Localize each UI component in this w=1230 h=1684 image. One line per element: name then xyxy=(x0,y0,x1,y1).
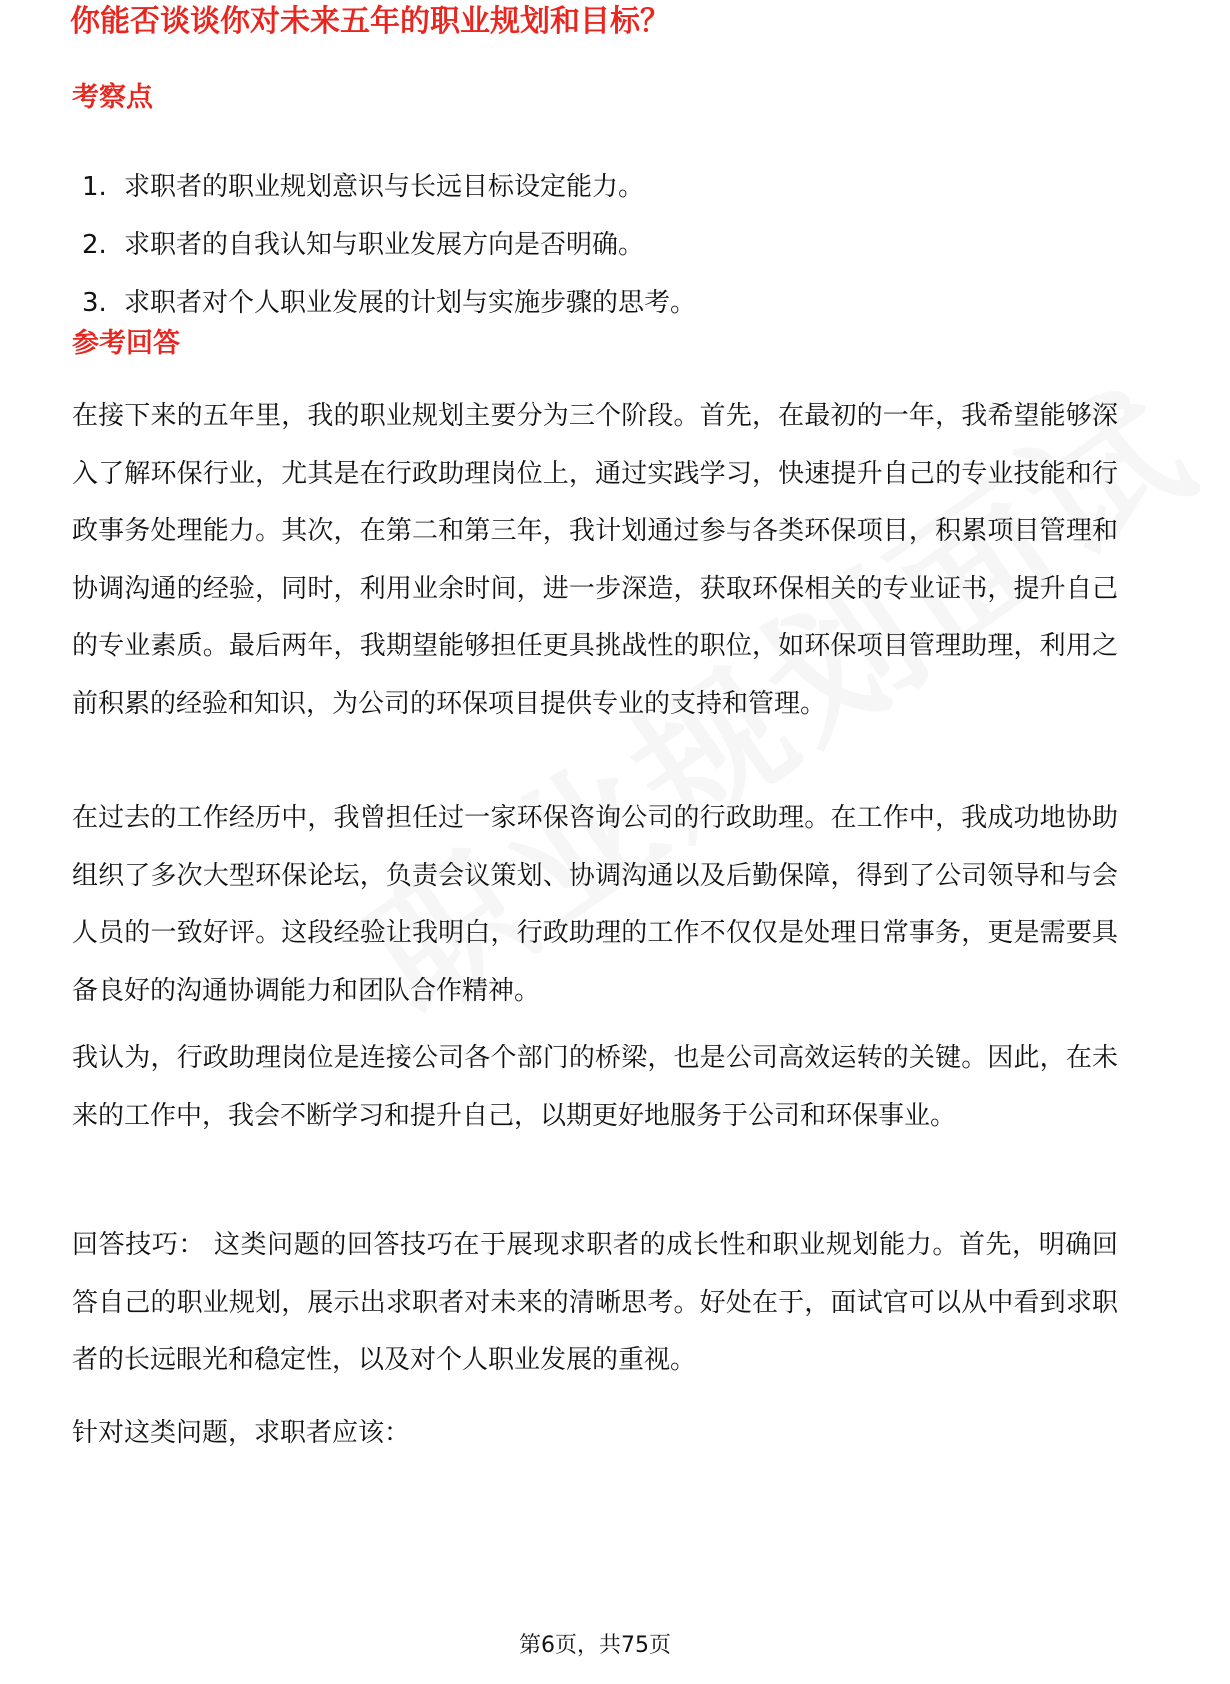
list-item-number: 1. xyxy=(82,172,107,202)
page-number-footer: 第6页，共75页 xyxy=(519,1633,671,1658)
list-item-text: 求职者的自我认知与职业发展方向是否明确。 xyxy=(124,230,645,260)
list-item-text: 求职者的职业规划意识与长远目标设定能力。 xyxy=(124,172,645,202)
answer-paragraph-3: 我认为，行政助理岗位是连接公司各个部门的桥梁，也是公司高效运转的关键。因此，在未来的工作中，我会不断学习和提升自己，以期更好地服务于公司和环保事业。 xyxy=(72,1043,1118,1131)
answer-tips-paragraph: 回答技巧： 这类问题的回答技巧在于展现求职者的成长性和职业规划能力。首先，明确回答自己的职业规划，展示出求职者对未来的清晰思考。好处在于，面试官可以从中看到求职者的长远眼光和稳定性，以及对个人职业发展的重视。 xyxy=(72,1230,1118,1375)
focus-section-title: 考察点 xyxy=(72,82,153,113)
list-item xyxy=(82,158,696,216)
answer-paragraph-2: 在过去的工作经历中，我曾担任过一家环保咨询公司的行政助理。在工作中，我成功地协助组织了多次大型环保论坛，负责会议策划、协调沟通以及后勤保障，得到了公司领导和与会人员的一致好评。这段经验让我明白，行政助理的工作不仅仅是处理日常事务，更是需要具备良好的沟通协调能力和团队合作精神。 xyxy=(72,803,1118,1006)
list-item xyxy=(82,216,696,274)
answer-paragraph-1: 在接下来的五年里，我的职业规划主要分为三个阶段。首先，在最初的一年，我希望能够深入了解环保行业，尤其是在行政助理岗位上，通过实践学习，快速提升自己的专业技能和行政事务处理能力。其次，在第二和第三年，我计划通过参与各类环保项目，积累项目管理和协调沟通的经验，同时，利用业余时间，进一步深造，获取环保相关的专业证书，提升自己的专业素质。最后两年，我期望能够担任更具挑战性的职位，如环保项目管理助理，利用之前积累的经验和知识，为公司的环保项目提供专业的支持和管理。 xyxy=(72,401,1118,719)
answer-section-title: 参考回答 xyxy=(72,328,180,359)
list-item-number: 2. xyxy=(82,230,107,260)
list-item-number: 3. xyxy=(82,288,107,318)
list-item-text: 求职者对个人职业发展的计划与实施步骤的思考。 xyxy=(124,288,697,318)
focus-list xyxy=(82,158,696,332)
cut-off-heading-text: 你能否谈谈你对未来五年的职业规划和目标？ xyxy=(70,4,670,39)
answer-lead-in: 针对这类问题，求职者应该： xyxy=(72,1418,411,1448)
cut-off-heading xyxy=(70,4,690,58)
list-item xyxy=(82,274,696,332)
